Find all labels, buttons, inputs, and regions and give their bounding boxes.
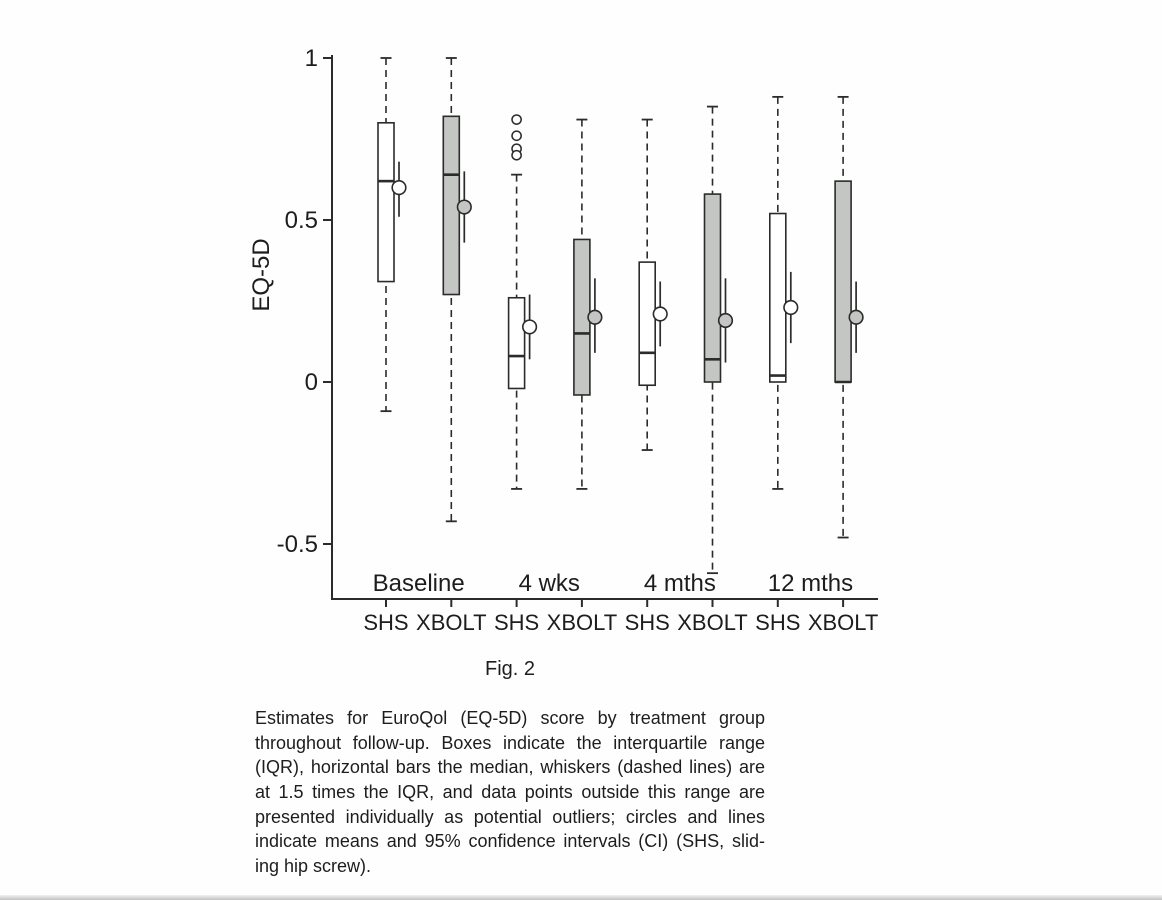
outlier-point-SHS-4wks xyxy=(512,115,521,124)
group-label-shs-4: SHS xyxy=(624,610,670,635)
iqr-box-SHS-4wks xyxy=(509,298,525,389)
mean-point-XBOLT-4mths xyxy=(719,314,733,328)
iqr-box-XBOLT-12mths xyxy=(835,181,851,382)
period-label-4-mths: 4 mths xyxy=(643,570,716,597)
y-tick-label: 0.5 xyxy=(284,207,318,234)
mean-point-XBOLT-4wks xyxy=(588,310,602,324)
period-label-4-wks: 4 wks xyxy=(518,570,580,597)
mean-point-SHS-4wks xyxy=(523,320,537,334)
outlier-point-SHS-4wks xyxy=(512,131,521,140)
group-label-shs-0: SHS xyxy=(363,610,409,635)
group-label-xbolt-7: XBOLT xyxy=(807,610,879,635)
figure-caption xyxy=(255,706,765,879)
iqr-box-XBOLT-4mths xyxy=(705,194,721,382)
period-label-baseline: Baseline xyxy=(372,570,465,597)
mean-point-XBOLT-12mths xyxy=(849,310,863,324)
caption-line: ing hip screw). xyxy=(255,856,372,877)
caption-line: at 1.5 times the IQR, and data points outside this range are xyxy=(255,782,765,803)
iqr-box-SHS-4mths xyxy=(639,262,655,385)
y-tick-label: -0.5 xyxy=(276,531,318,558)
mean-point-SHS-Baseline xyxy=(392,181,406,195)
iqr-box-SHS-12mths xyxy=(770,214,786,382)
outlier-point-SHS-4wks xyxy=(512,151,521,160)
caption-line: presented individually as potential outliers; circles and lines xyxy=(255,806,765,827)
y-tick-label: 0 xyxy=(304,369,318,396)
iqr-box-SHS-Baseline xyxy=(378,123,394,282)
y-axis-title: EQ-5D xyxy=(248,238,275,312)
period-label-12-mths: 12 mths xyxy=(767,570,854,597)
figure-label: Fig. 2 xyxy=(484,658,536,680)
group-label-xbolt-5: XBOLT xyxy=(677,610,748,635)
group-label-xbolt-1: XBOLT xyxy=(416,610,487,635)
mean-point-XBOLT-Baseline xyxy=(458,200,472,214)
caption-line: throughout follow-up. Boxes indicate the interquartile range xyxy=(255,732,765,753)
caption-line: indicate means and 95% confidence intervals (CI) (SHS, slid- xyxy=(255,831,765,852)
y-tick-label: 1 xyxy=(304,45,318,72)
group-label-shs-2: SHS xyxy=(493,610,540,635)
group-label-xbolt-3: XBOLT xyxy=(546,610,618,635)
caption-line: (IQR), horizontal bars the median, whiskers (dashed lines) are xyxy=(255,757,765,778)
group-label-shs-6: SHS xyxy=(755,610,801,635)
caption-line: Estimates for EuroQol (EQ-5D) score by treatment group xyxy=(255,708,765,728)
mean-point-SHS-4mths xyxy=(653,307,667,321)
scan-bottom-edge xyxy=(0,895,1162,900)
mean-point-SHS-12mths xyxy=(784,301,798,315)
